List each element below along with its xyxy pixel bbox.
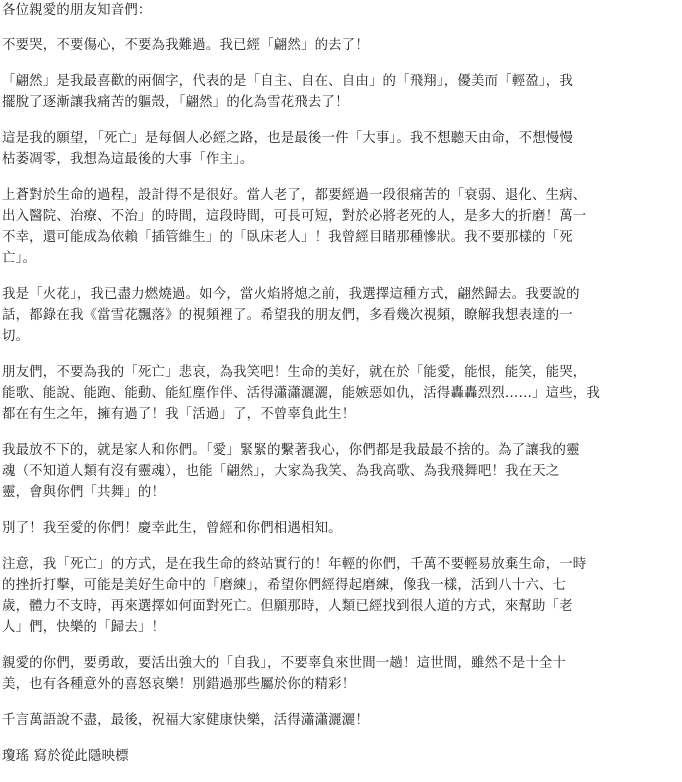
letter-greeting: 各位親愛的朋友知音們： [2,3,152,18]
paragraph-line: 朋友們，不要為我的「死亡」悲哀，為我笑吧！生命的美好，就在於「能愛，能恨，能笑，能哭， [2,365,587,380]
paragraph-line: 靈，會與你們「共舞」的！ [2,485,166,500]
paragraph-line: 的挫折打擊，可能是美好生命中的「磨練」，希望你們經得起磨練，像我一樣，活到八十六、七 [2,578,567,593]
paragraph-line: 美，也有各種意外的喜怒哀樂！別錯過那些屬於你的精彩！ [2,677,356,692]
paragraph-line: 親愛的你們，要勇敢，要活出強大的「自我」，不要辜負來世間一趟！這世間，雖然不是十全十 [2,656,567,671]
paragraph-line: 切。 [2,329,30,344]
paragraph-line: 別了！我至愛的你們！慶幸此生，曾經和你們相遇相知。 [2,521,342,536]
letter-paragraph [2,710,682,731]
paragraph-line: 人」們，快樂的「歸去」！ [2,620,166,635]
paragraph-line: 這是我的願望，「死亡」是每個人必經之路，也是最後一件「大事」。我不想聽天由命，不想慢慢 [2,131,573,146]
letter-paragraph [2,35,682,56]
paragraph-line: 魂（不知道人類有沒有靈魂），也能「翩然」，大家為我笑、為我高歌、為我飛舞吧！我在天之 [2,464,560,479]
letter-paragraph [2,362,682,425]
letter-paragraph [2,554,682,638]
letter-paragraph [2,185,682,269]
letter-paragraph [2,284,682,347]
paragraph-line: 亡」。 [2,251,37,266]
paragraph-line: 上蒼對於生命的過程，設計得不是很好。當人老了，都要經過一段很痛苦的「衰弱、退化、生病、 [2,188,587,203]
paragraph-line: 我最放不下的，就是家人和你們。「愛」緊緊的繫著我心，你們都是我最最不捨的。為了讓我的靈 [2,443,580,458]
letter-body [2,35,682,767]
paragraph-line: 「翩然」是我最喜歡的兩個字，代表的是「自主、自在、自由」的「飛翔」，優美而「輕盈」，我 [2,74,573,89]
paragraph-line: 話，都錄在我《當雪花飄落》的視頻裡了。希望我的朋友們，多看幾次視頻，瞭解我想表達的一 [2,308,573,323]
paragraph-line: 不要哭，不要傷心，不要為我難過。我已經「翩然」的去了！ [2,38,369,53]
letter-paragraph [2,71,682,113]
letter-paragraph [2,440,682,503]
paragraph-line: 我是「火花」，我已盡力燃燒過。如今，當火焰將熄之前，我選擇這種方式，翩然歸去。我要說的 [2,287,580,302]
paragraph-line: 歲，體力不支時，再來選擇如何面對死亡。但願那時，人類已經找到很人道的方式，來幫助「老 [2,599,573,614]
letter-paragraph [2,746,682,767]
letter-paragraph [2,128,682,170]
letter-post [2,0,682,782]
paragraph-line: 擺脫了逐漸讓我痛苦的軀殼，「翩然」的化為雪花飛去了！ [2,95,349,110]
paragraph-line: 瓊瑤 寫於從此隱映標 [2,749,129,764]
letter-paragraph [2,518,682,539]
paragraph-line: 不幸，還可能成為依賴「插管維生」的「臥床老人」！我曾經目睹那種慘狀。我不要那樣的「死 [2,230,573,245]
paragraph-line: 枯萎凋零，我想為這最後的大事「作主」。 [2,152,254,167]
paragraph-line: 能歌、能說、能跑、能動、能紅塵作伴、活得瀟瀟灑灑，能嫉惡如仇，活得轟轟烈烈……」這些，我 [2,386,600,401]
paragraph-line: 都在有生之年，擁有過了！我「活過」了，不曾辜負此生！ [2,407,356,422]
paragraph-line: 出入醫院、治療、不治」的時間，這段時間，可長可短，對於必將老死的人，是多大的折磨！萬一 [2,209,587,224]
paragraph-line: 注意，我「死亡」的方式，是在我生命的終站實行的！年輕的你們，千萬不要輕易放棄生命，一時 [2,557,587,572]
letter-paragraph [2,653,682,695]
paragraph-line: 千言萬語說不盡，最後，祝福大家健康快樂，活得瀟瀟灑灑！ [2,713,369,728]
